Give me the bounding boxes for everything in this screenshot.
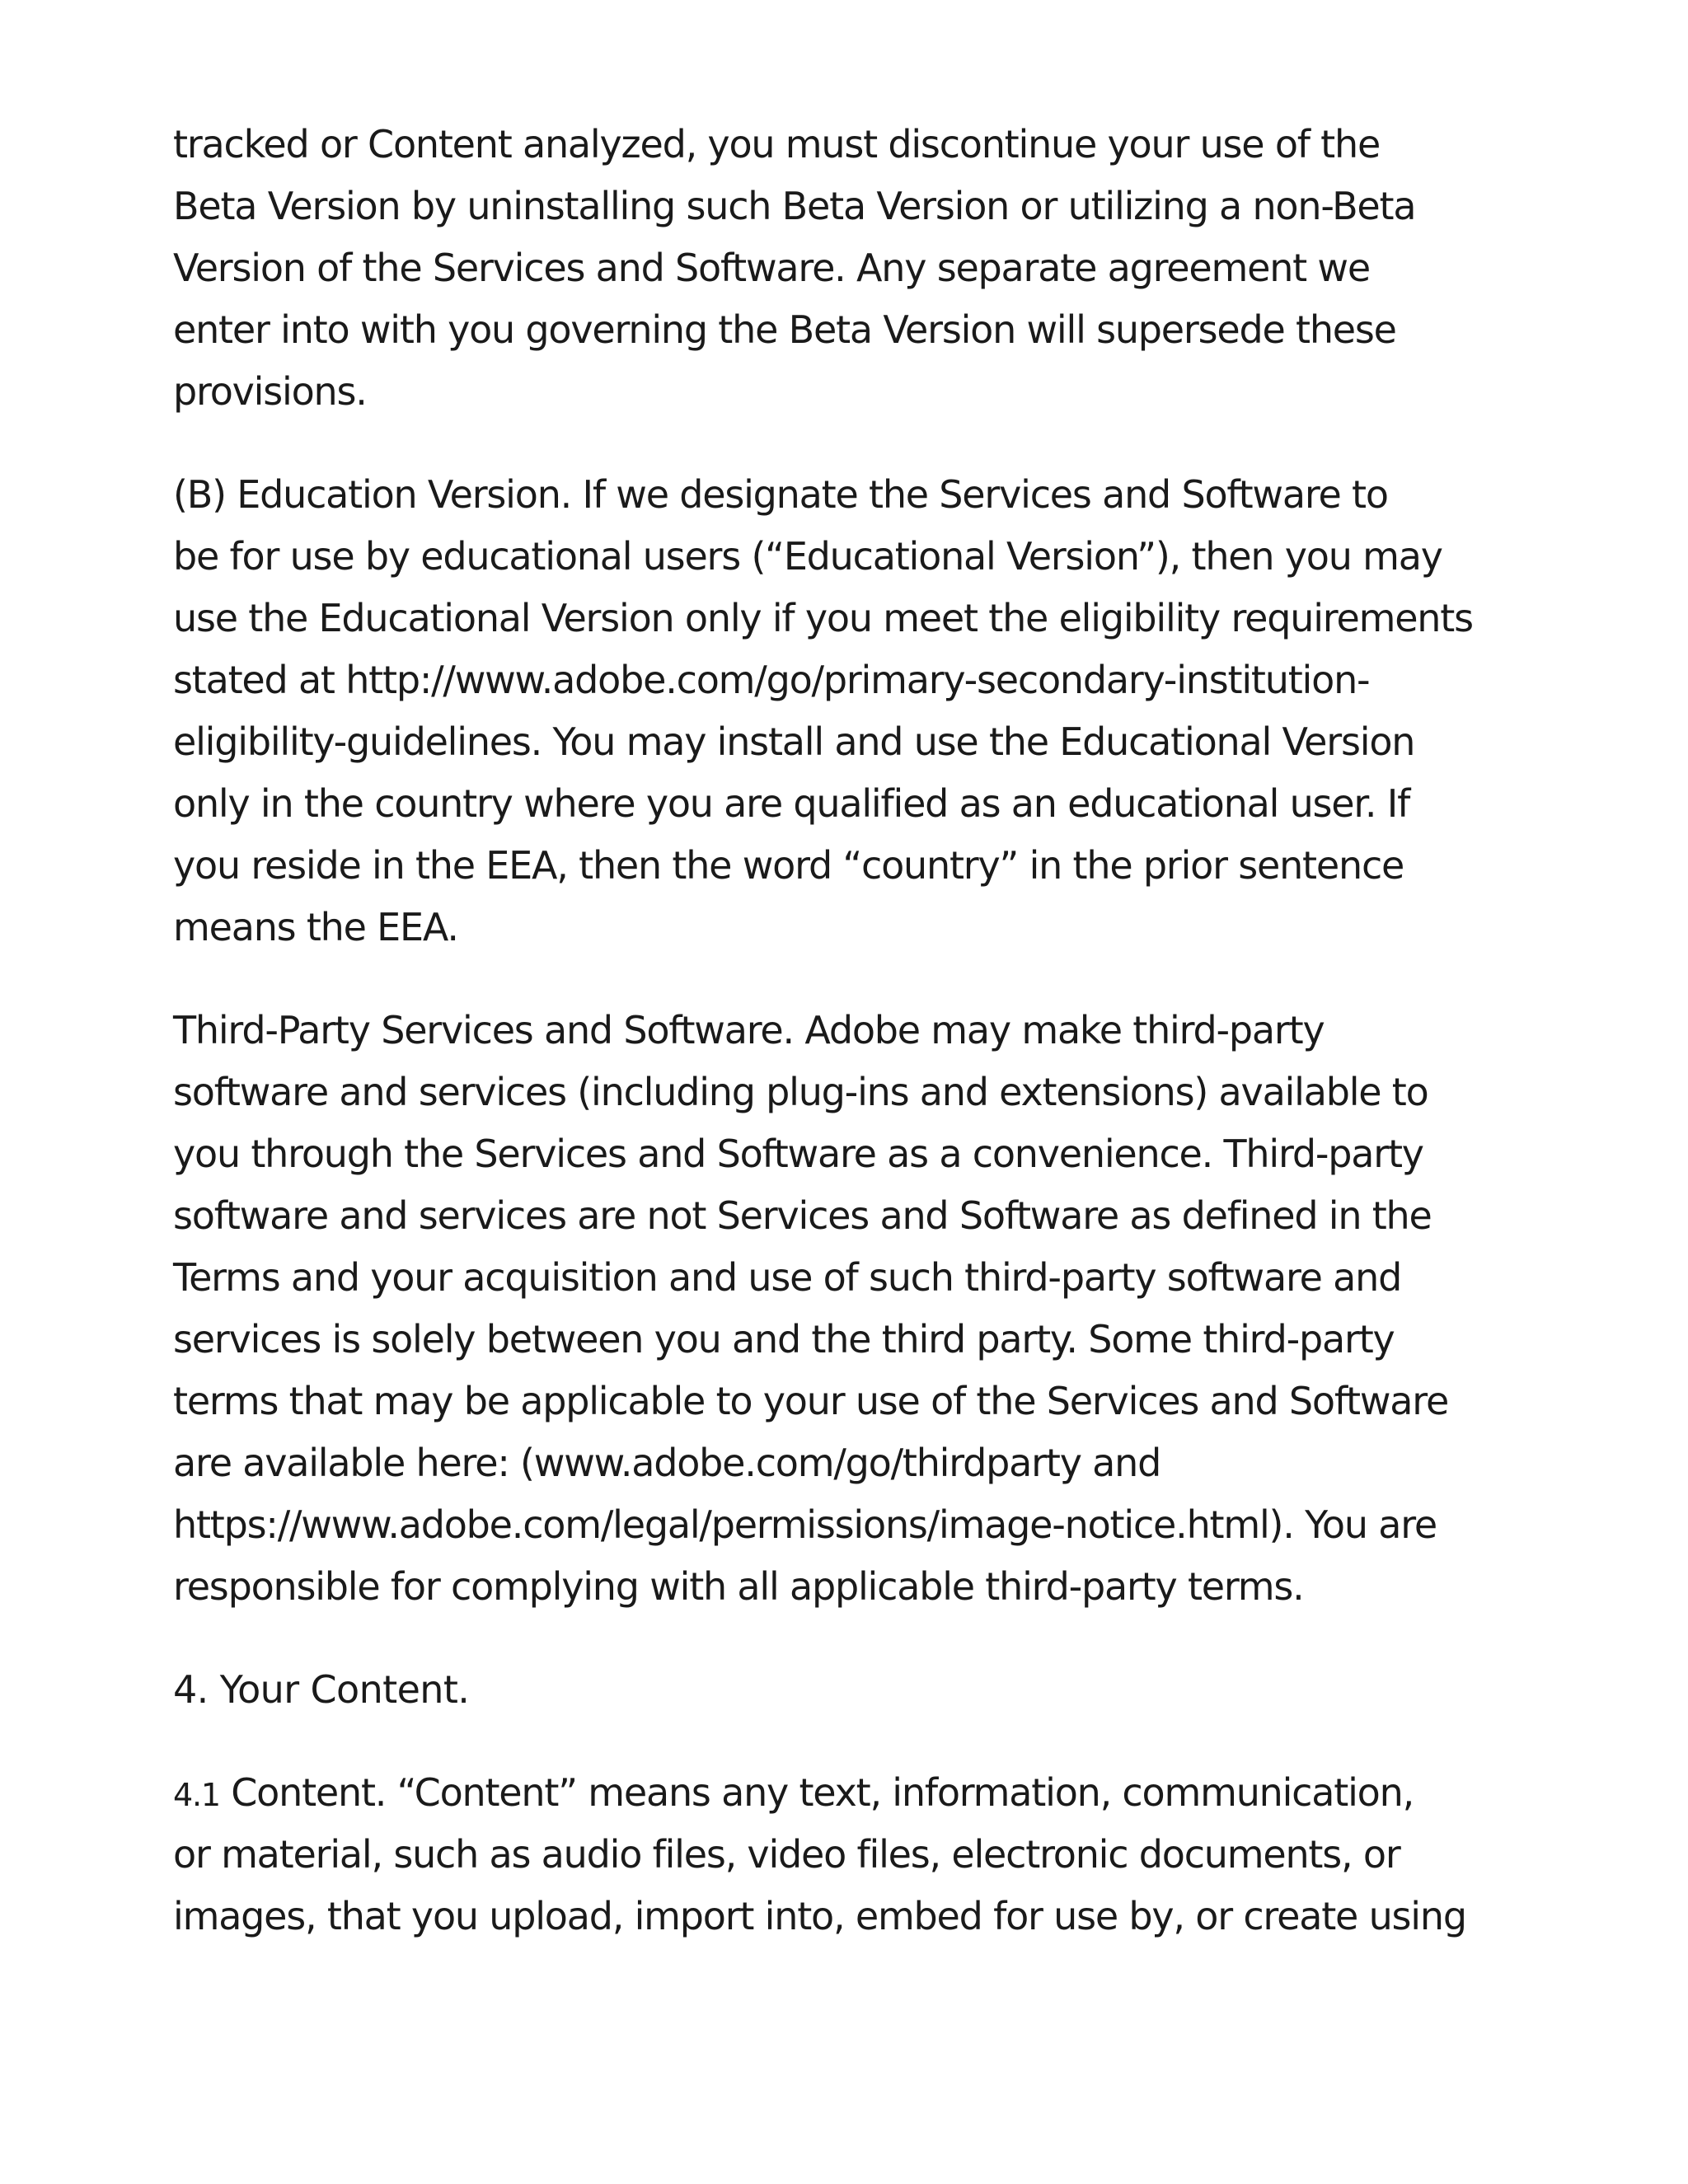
paragraph-education-version bbox=[173, 464, 1541, 958]
text-line: images, that you upload, import into, embed for use by, or create using bbox=[173, 1894, 1466, 1938]
text-line: terms that may be applicable to your use of the Services and Software bbox=[173, 1379, 1449, 1423]
text-line: eligibility-guidelines. You may install and use the Educational Version bbox=[173, 719, 1415, 764]
text-line: you reside in the EEA, then the word “country” in the prior sentence bbox=[173, 843, 1404, 888]
text-line: responsible for complying with all applicable third-party terms. bbox=[173, 1564, 1304, 1609]
document-body bbox=[173, 114, 1541, 1989]
text-line: means the EEA. bbox=[173, 905, 458, 949]
text-line: services is solely between you and the third party. Some third-party bbox=[173, 1317, 1395, 1361]
text-line: you through the Services and Software as a convenience. Third-party bbox=[173, 1132, 1423, 1176]
text-line: Third-Party Services and Software. Adobe may make third-party bbox=[173, 1008, 1325, 1052]
text-line: stated at http://www.adobe.com/go/primary-secondary-institution- bbox=[173, 658, 1370, 702]
paragraph-beta-version-end bbox=[173, 114, 1541, 423]
text-line: only in the country where you are qualified as an educational user. If bbox=[173, 781, 1410, 826]
text-line: Version of the Services and Software. Any separate agreement we bbox=[173, 246, 1370, 290]
text-line: software and services are not Services and Software as defined in the bbox=[173, 1193, 1432, 1238]
text-line: Terms and your acquisition and use of such third-party software and bbox=[173, 1255, 1402, 1300]
section-heading-your-content: 4. Your Content. bbox=[173, 1667, 470, 1712]
paragraph-content-definition bbox=[173, 1762, 1541, 1947]
text-line: enter into with you governing the Beta Version will supersede these bbox=[173, 307, 1396, 352]
text-line: tracked or Content analyzed, you must discontinue your use of the bbox=[173, 122, 1381, 166]
text-line: https://www.adobe.com/legal/permissions/image-notice.html). You are bbox=[173, 1502, 1437, 1547]
subsection-number: 4.1 bbox=[173, 1777, 220, 1813]
text-line: provisions. bbox=[173, 369, 367, 414]
text-line: or material, such as audio files, video files, electronic documents, or bbox=[173, 1832, 1400, 1877]
text-line: software and services (including plug-ins and extensions) available to bbox=[173, 1070, 1428, 1114]
text-line: be for use by educational users (“Educational Version”), then you may bbox=[173, 534, 1442, 579]
text-fragment: Content. “Content” means any text, information, communication, bbox=[219, 1770, 1414, 1815]
text-line: are available here: (www.adobe.com/go/thirdparty and bbox=[173, 1441, 1161, 1485]
text-line: (B) Education Version. If we designate the Services and Software to bbox=[173, 472, 1388, 517]
text-line bbox=[173, 1762, 1541, 1824]
text-line: use the Educational Version only if you meet the eligibility requirements bbox=[173, 596, 1473, 640]
text-line: Beta Version by uninstalling such Beta Version or utilizing a non-Beta bbox=[173, 184, 1416, 228]
paragraph-third-party-services bbox=[173, 1000, 1541, 1618]
